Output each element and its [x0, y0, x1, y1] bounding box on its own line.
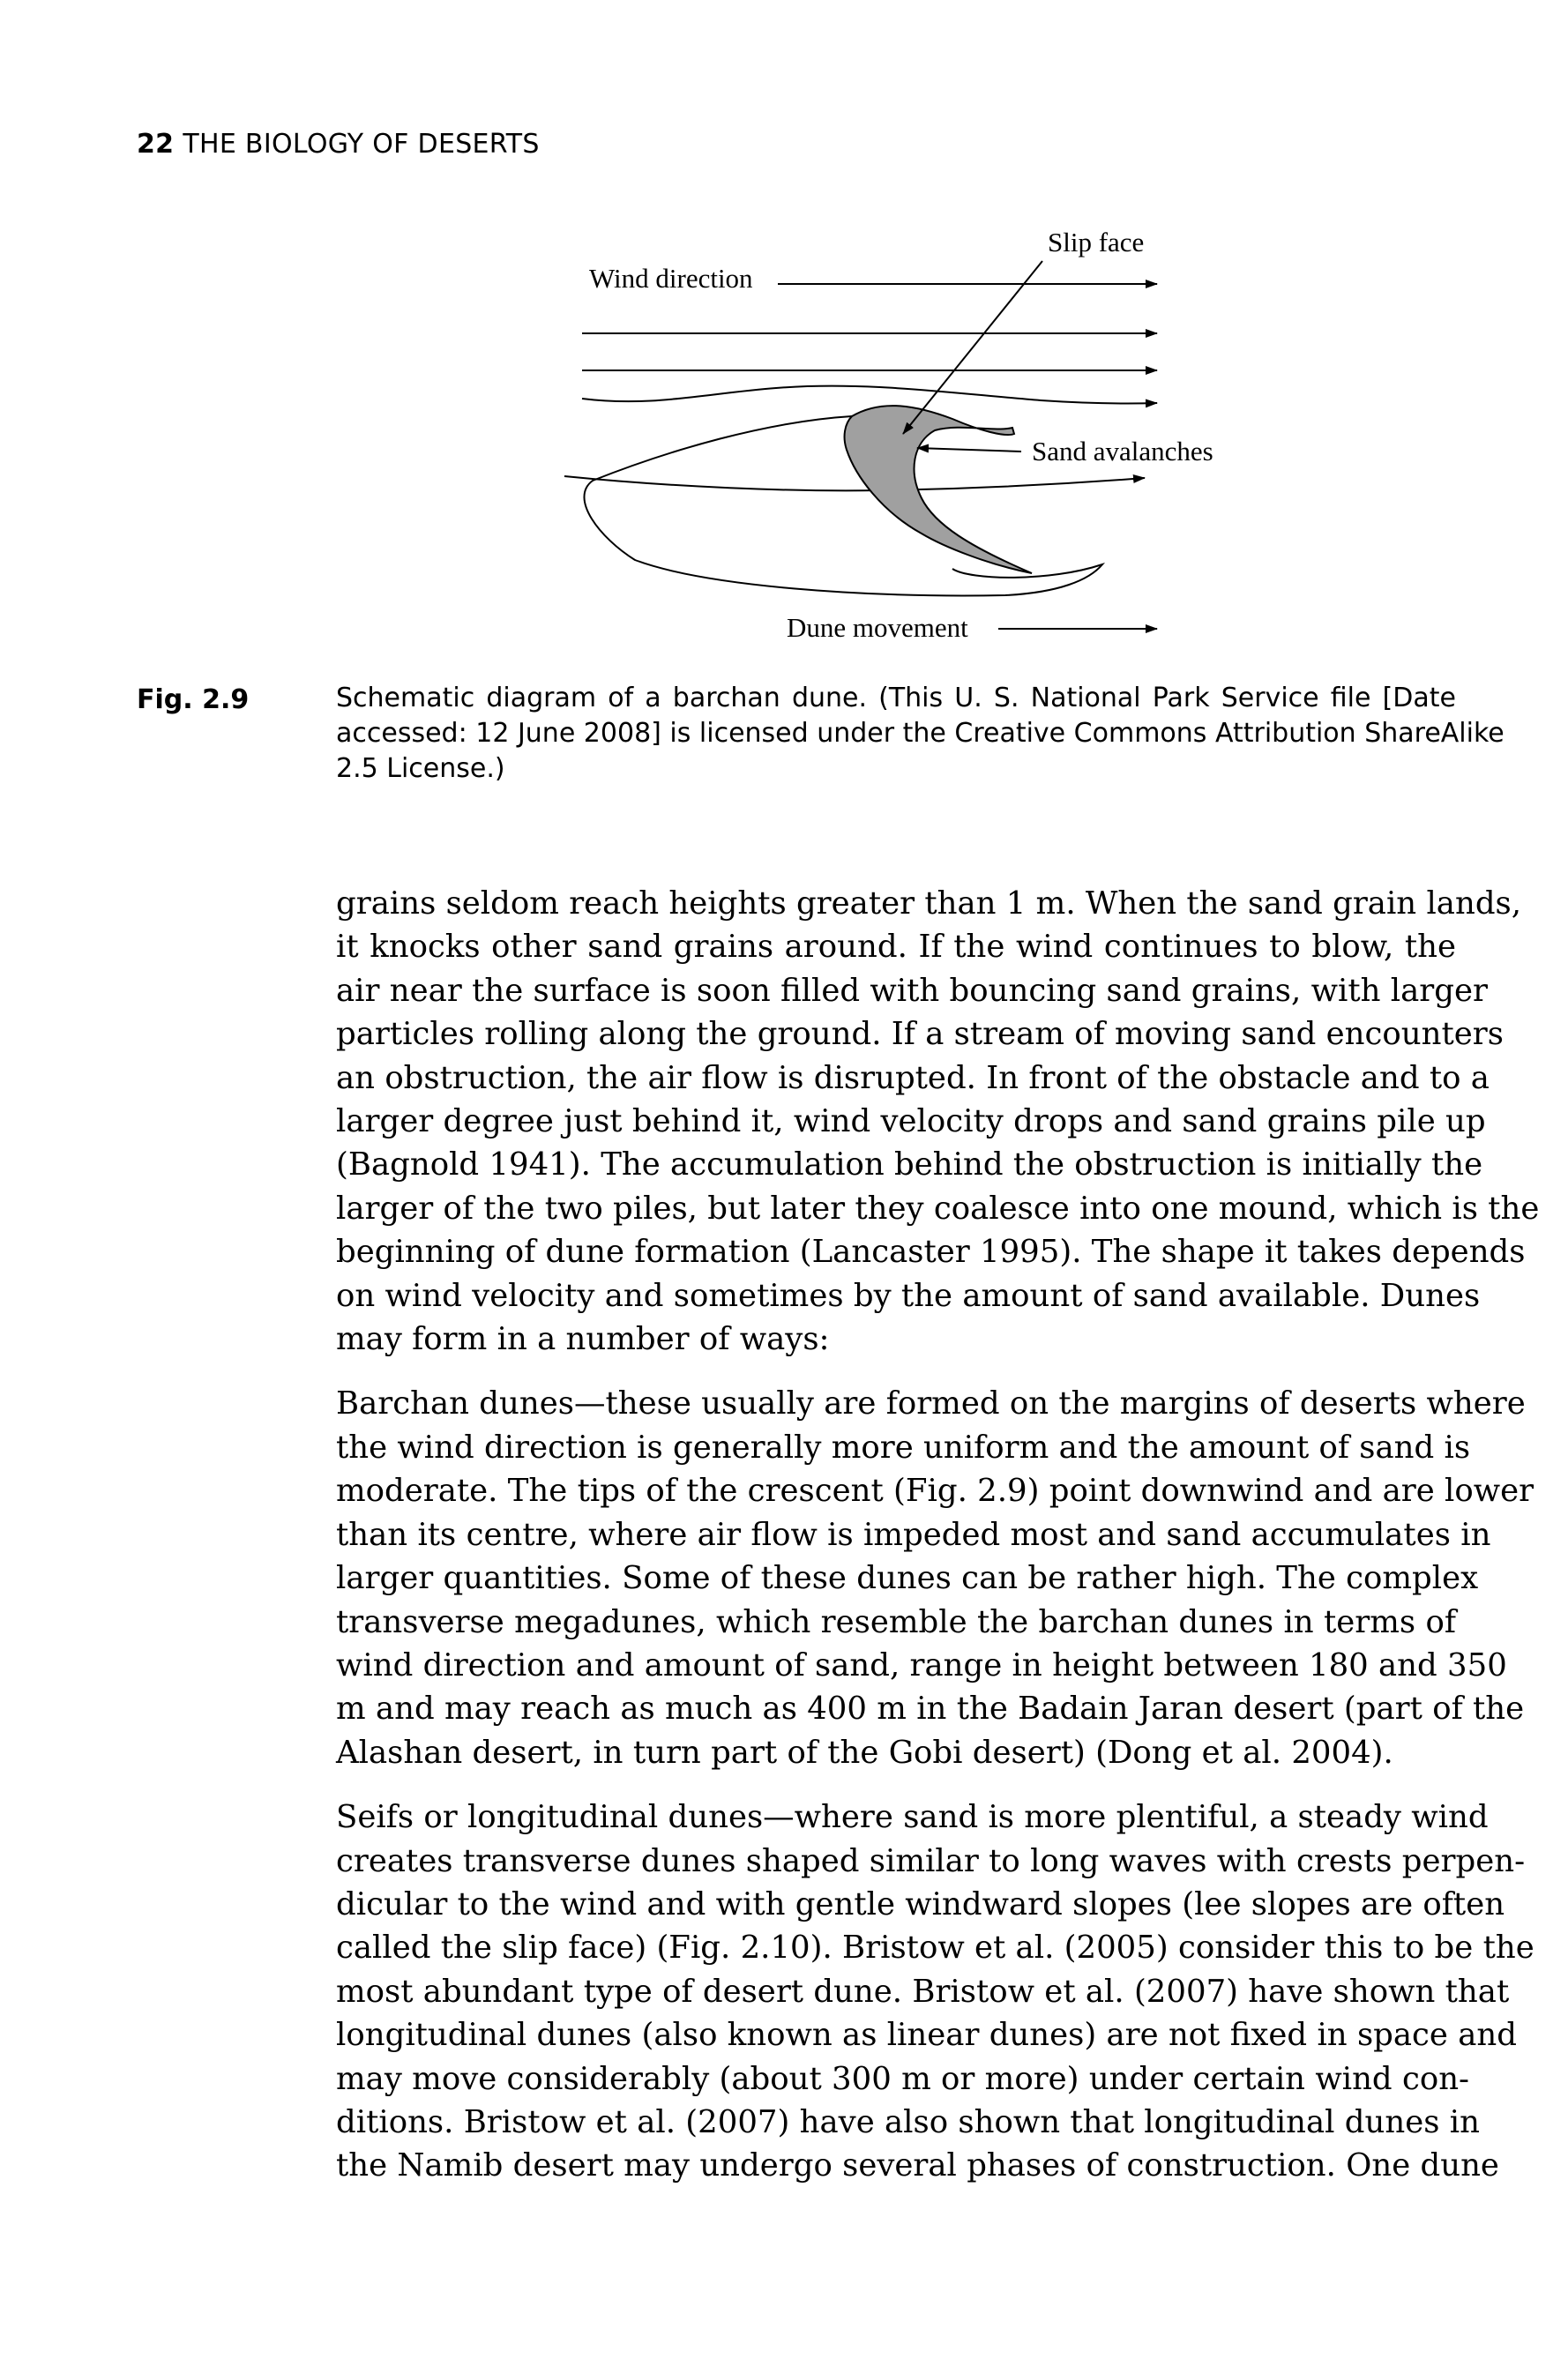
text-line: Seifs or longitudinal dunes—where sand is more plentiful, a steady wind — [336, 1799, 1489, 1836]
dune-movement-label: Dune movement — [787, 612, 968, 643]
text-line: the Namib desert may undergo several phases of construction. One dune — [336, 2147, 1499, 2184]
text-line: larger quantities. Some of these dunes can be rather high. The complex — [336, 1560, 1479, 1597]
wind-direction-label: Wind direction — [589, 263, 753, 294]
running-title: THE BIOLOGY OF DESERTS — [183, 129, 540, 160]
sand-avalanches-label: Sand avalanches — [1032, 436, 1213, 467]
text-line: moderate. The tips of the crescent (Fig. 2.9) point downwind and are lower — [336, 1473, 1534, 1510]
wind-arrow-4 — [582, 386, 1157, 404]
text-line: dicular to the wind and with gentle windward slopes (lee slopes are often — [336, 1885, 1505, 1922]
paragraph — [336, 1795, 1534, 2188]
text-line: than its centre, where air flow is impeded most and sand accumulates in — [336, 1516, 1491, 1553]
page-number: 22 — [137, 129, 175, 160]
text-line: m and may reach as much as 400 m in the Badain Jaran desert (part of the — [336, 1691, 1525, 1728]
text-line: the wind direction is generally more uniform and the amount of sand is — [336, 1429, 1471, 1466]
paragraph — [336, 882, 1540, 1361]
text-line: air near the surface is soon filled with bouncing sand grains, with larger — [336, 972, 1488, 1009]
text-line: ditions. Bristow et al. (2007) have also shown that longitudinal dunes in — [336, 2103, 1480, 2140]
text-line: Alashan desert, in turn part of the Gobi desert) (Dong et al. 2004). — [336, 1734, 1393, 1771]
text-line: larger degree just behind it, wind velocity drops and sand grains pile up — [336, 1103, 1486, 1140]
text-line: may form in a number of ways: — [336, 1321, 830, 1358]
caption-line: accessed: 12 June 2008] is licensed under the Creative Commons Attribution ShareAlike — [336, 718, 1505, 749]
text-line: particles rolling along the ground. If a stream of moving sand encounters — [336, 1016, 1504, 1053]
text-line: transverse megadunes, which resemble the barchan dunes in terms of — [336, 1603, 1456, 1640]
text-line: beginning of dune formation (Lancaster 1995). The shape it takes depends — [336, 1234, 1526, 1271]
figure-caption — [336, 681, 1505, 787]
paragraph — [336, 1382, 1534, 1774]
text-line: longitudinal dunes (also known as linear dunes) are not fixed in space and — [336, 2017, 1517, 2054]
text-line: creates transverse dunes shaped similar to long waves with crests perpen- — [336, 1842, 1526, 1879]
text-line: wind direction and amount of sand, range in height between 180 and 350 — [336, 1646, 1507, 1683]
slip-face-label: Slip face — [1048, 227, 1145, 258]
text-line: may move considerably (about 300 m or more) under certain wind con- — [336, 2060, 1470, 2097]
caption-line: Schematic diagram of a barchan dune. (This U. S. National Park Service file [Date — [336, 683, 1456, 713]
dune-outline — [584, 416, 1102, 595]
text-line: grains seldom reach heights greater than 1 m. When the sand grain lands, — [336, 885, 1522, 922]
text-line: Barchan dunes—these usually are formed on the margins of deserts where — [336, 1385, 1526, 1422]
slip-face-pointer — [903, 261, 1042, 434]
dune-windward-base — [564, 476, 882, 490]
body-text — [336, 882, 1540, 2209]
text-line: called the slip face) (Fig. 2.10). Bristow et al. (2005) consider this to be the — [336, 1930, 1534, 1967]
avalanche-pointer — [917, 448, 1021, 452]
text-line: it knocks other sand grains around. If the wind continues to blow, the — [336, 929, 1456, 966]
text-line: larger of the two piles, but later they coalesce into one mound, which is the — [336, 1190, 1540, 1227]
text-line: on wind velocity and sometimes by the amount of sand available. Dunes — [336, 1277, 1481, 1314]
text-line: most abundant type of desert dune. Bristow et al. (2007) have shown that — [336, 1973, 1510, 2010]
barchan-dune-diagram — [0, 0, 1568, 688]
figure-label: Fig. 2.9 — [137, 684, 250, 715]
text-line: (Bagnold 1941). The accumulation behind the obstruction is initially the — [336, 1146, 1483, 1183]
text-line: an obstruction, the air flow is disrupted. In front of the obstacle and to a — [336, 1059, 1490, 1096]
sand-avalanche-arrow — [882, 478, 1145, 490]
caption-line: 2.5 License.) — [336, 753, 505, 784]
